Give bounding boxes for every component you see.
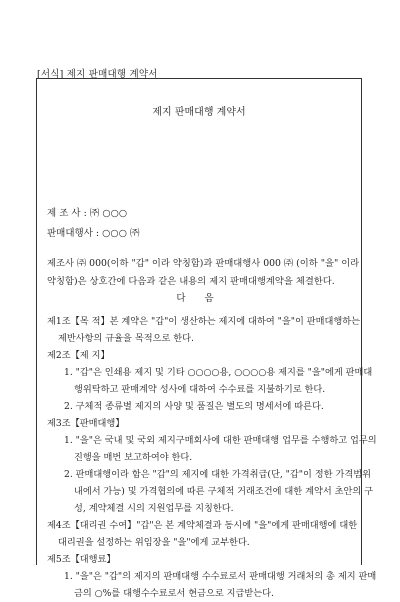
article-item-continued: 금의 ○%를 대행수수료로서 현금으로 지급받는다. <box>74 588 274 599</box>
article-heading: 제1조【목 적】본 계약은 "갑"이 생산하는 제지에 대하여 "을"이 판매대행하는 <box>47 316 360 327</box>
article-text: 제반사항의 규율을 목적으로 한다. <box>58 333 194 344</box>
article-item-continued: 진행을 매번 보고하여야 한다. <box>74 452 193 463</box>
contract-document <box>36 78 377 599</box>
article-item: 2. 판매대행이라 함은 "갑"의 제지에 대한 가격취급(단, "갑"이 정한 가격범위 <box>64 469 371 480</box>
intro-line: 제조사 ㈜ 000(이하 "갑" 이라 약칭함)과 판매대행사 000 ㈜ (이하 "을" 이라 <box>47 258 360 269</box>
article-3 <box>47 415 377 517</box>
article-text: 대리권을 설정하는 위임장을 "을"에게 교부한다. <box>58 537 250 548</box>
article-heading: 제2조【제 지】 <box>47 350 110 361</box>
article-4 <box>47 517 357 551</box>
section-heading: 다 음 <box>176 293 222 304</box>
article-item-continued: 행위탁하고 판매계약 성사에 대하여 수수료를 지불하기로 한다. <box>74 384 326 395</box>
article-item: 1. "을"은 "갑"의 제지의 판매대행 수수료로서 판매대행 거래처의 총 제지 판매 <box>64 571 377 582</box>
article-item: 1. "을"은 국내 및 국외 제지구매회사에 대한 판매대행 업무를 수행하고 업무의 <box>64 435 377 446</box>
article-1 <box>47 313 360 347</box>
form-label: [서식] 제지 판매대행 계약서 <box>37 69 158 80</box>
article-item-continued: 성, 계약체결 시의 지원업무를 지칭한다. <box>74 503 234 514</box>
agent-party: 판매대행사 : ○○○ ㈜ <box>47 228 140 239</box>
intro-paragraph <box>47 255 360 291</box>
article-item: 1. "갑"은 인쇄용 제지 및 기타 ○○○○용, ○○○○용 제지를 "을"에게 판매대 <box>64 367 373 378</box>
article-item-continued: 내에서 가능) 및 가격협의에 따른 구체적 거래조건에 대한 계약서 초안의 구 <box>74 486 374 497</box>
article-5 <box>47 551 377 602</box>
document-title: 제지 판매대행 계약서 <box>152 107 246 118</box>
intro-line: 약칭함)은 상호간에 다음과 같은 내용의 제지 판매대행계약을 체결한다. <box>47 276 335 287</box>
article-item: 2. 구체적 종류별 제지의 사양 및 품질은 별도의 명세서에 따른다. <box>64 401 324 412</box>
article-heading: 제3조【판매대행】 <box>47 418 125 429</box>
article-2 <box>47 347 373 415</box>
manufacturer-party: 제 조 사 : ㈜ ○○○ <box>47 208 128 219</box>
article-heading: 제5조【대행료】 <box>47 554 116 565</box>
article-heading: 제4조【대리권 수여】"갑"은 본 계약체결과 동시에 "을"에게 판매대행에 대한 <box>47 520 358 531</box>
